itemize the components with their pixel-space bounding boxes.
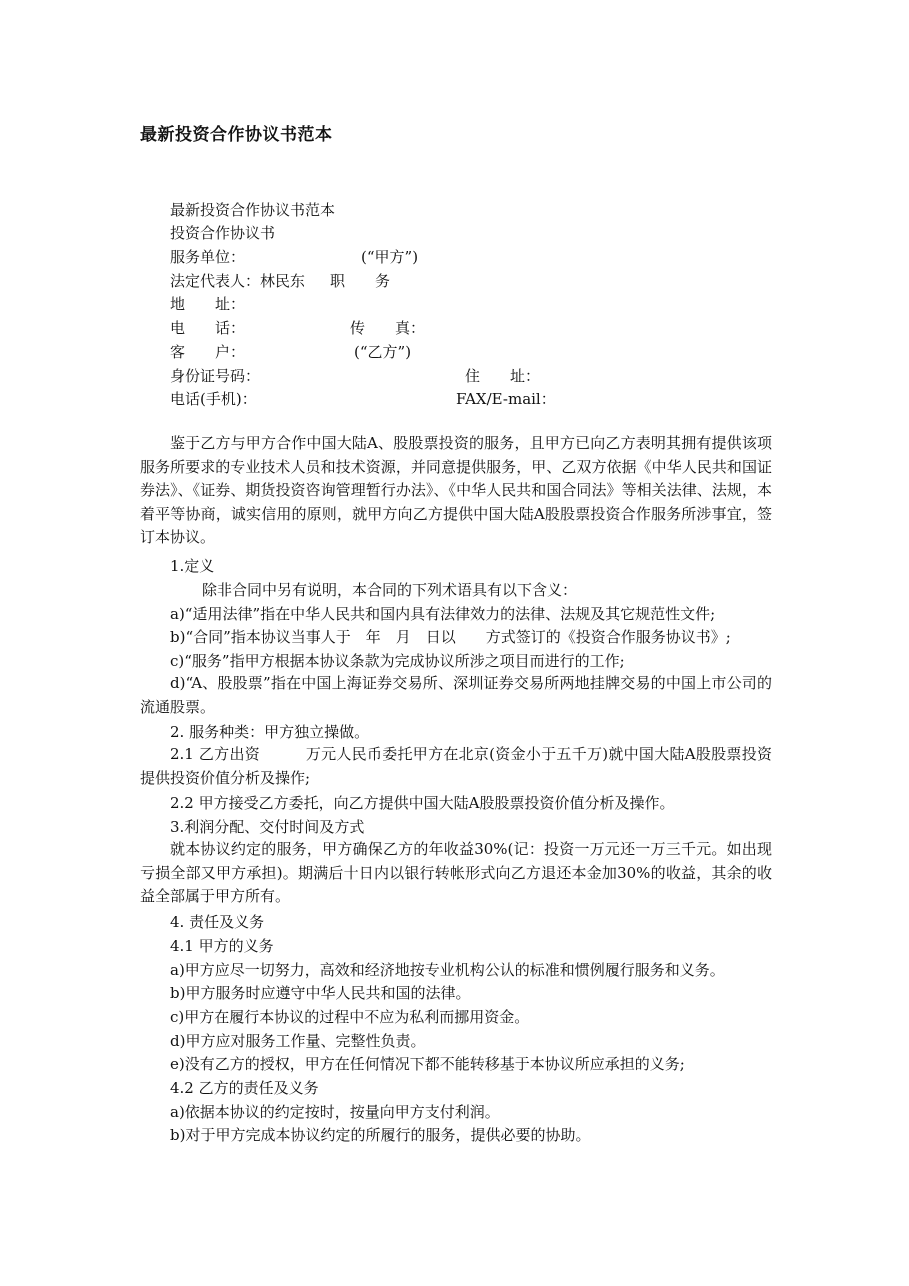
definition-c: c)“服务”指甲方根据本协议条款为完成协议所涉之项目而进行的工作; [170, 652, 625, 670]
definition-a: a)“适用法律”指在中华人民共和国内具有法律效力的法律、法规及其它规范性文件; [170, 605, 716, 623]
section-2-1: 2.1 乙方出资 万元人民币委托甲方在北京(资金小于五千万)就中国大陆A股股票投资提供投资价值分析及操作; [140, 745, 772, 787]
section-3-title: 3.利润分配、交付时间及方式 [170, 818, 365, 836]
section-2-2: 2.2 甲方接受乙方委托，向乙方提供中国大陆A股股票投资价值分析及操作。 [170, 794, 675, 812]
fax-label: 传 真： [350, 319, 426, 337]
section-4-2-title: 4.2 乙方的责任及义务 [170, 1079, 319, 1097]
service-unit-label: 服务单位： [170, 248, 246, 266]
client-label: 客 户： [170, 343, 246, 361]
section-4-1-title: 4.1 甲方的义务 [170, 937, 274, 955]
fax-email-label: FAX/E-mail： [456, 390, 556, 408]
section-1-title: 1.定义 [170, 557, 215, 575]
legal-representative: 法定代表人：林民东 [170, 272, 306, 290]
section-4-2-b: b)对于甲方完成本协议约定的所履行的服务，提供必要的协助。 [170, 1126, 591, 1144]
section-4-1-c: c)甲方在履行本协议的过程中不应为私利而挪用资金。 [170, 1008, 530, 1026]
phone-label: 电 话： [170, 319, 246, 337]
preamble-paragraph: 鉴于乙方与甲方合作中国大陆A、股股票投资的服务，且甲方已向乙方表明其拥有提供该项服务所要求的专业技术人员和技术资源，并同意提供服务，甲、乙双方依据《中华人民共和国证券法》、《证券、期货投资咨询管理暂行办法》、《中华人民共和国合同法》等相关法律、法规，本着平等协商，诚实信用的原则，就甲方向乙方提供中国大陆A股股票投资合作服务所涉事宜，签订本协议。 [140, 434, 772, 547]
residence-label: 住 址： [465, 367, 541, 385]
section-4-1-b: b)甲方服务时应遵守中华人民共和国的法律。 [170, 984, 471, 1002]
position-label: 职 务 [330, 272, 391, 290]
page-title: 最新投资合作协议书范本 [140, 125, 333, 145]
section-4-2-a: a)依据本协议的约定按时，按量向甲方支付利润。 [170, 1103, 500, 1121]
section-3-body: 就本协议约定的服务，甲方确保乙方的年收益30%(记：投资一万元还一万三千元。如出现亏损全部又甲方承担)。期满后十日内以银行转帐形式向乙方退还本金加30%的收益，其余的收益全部属于甲方所有。 [140, 840, 772, 906]
section-4-1-e: e)没有乙方的授权，甲方在任何情况下都不能转移基于本协议所应承担的义务; [170, 1055, 685, 1073]
sub-title: 最新投资合作协议书范本 [170, 201, 336, 219]
section-1-intro: 除非合同中另有说明，本合同的下列术语具有以下含义： [202, 581, 578, 599]
mobile-label: 电话(手机)： [170, 390, 257, 408]
definition-d: d)“A、股股票”指在中国上海证券交易所、深圳证券交易所两地挂牌交易的中国上市公司的流通股票。 [140, 674, 772, 716]
address-label: 地 址： [170, 295, 246, 313]
party-a-tag: (“甲方”) [361, 248, 419, 266]
section-4-1-d: d)甲方应对服务工作量、完整性负责。 [170, 1032, 426, 1050]
id-number-label: 身份证号码： [170, 367, 261, 385]
section-4-title: 4. 责任及义务 [170, 913, 265, 931]
section-2-title: 2. 服务种类：甲方独立操做。 [170, 723, 370, 741]
party-b-tag: (“乙方”) [354, 343, 412, 361]
definition-b: b)“合同”指本协议当事人于 年 月 日以 方式签订的《投资合作服务协议书》; [170, 628, 731, 646]
section-4-1-a: a)甲方应尽一切努力，高效和经济地按专业机构公认的标准和惯例履行服务和义务。 [170, 961, 725, 979]
agreement-name: 投资合作协议书 [170, 224, 276, 242]
